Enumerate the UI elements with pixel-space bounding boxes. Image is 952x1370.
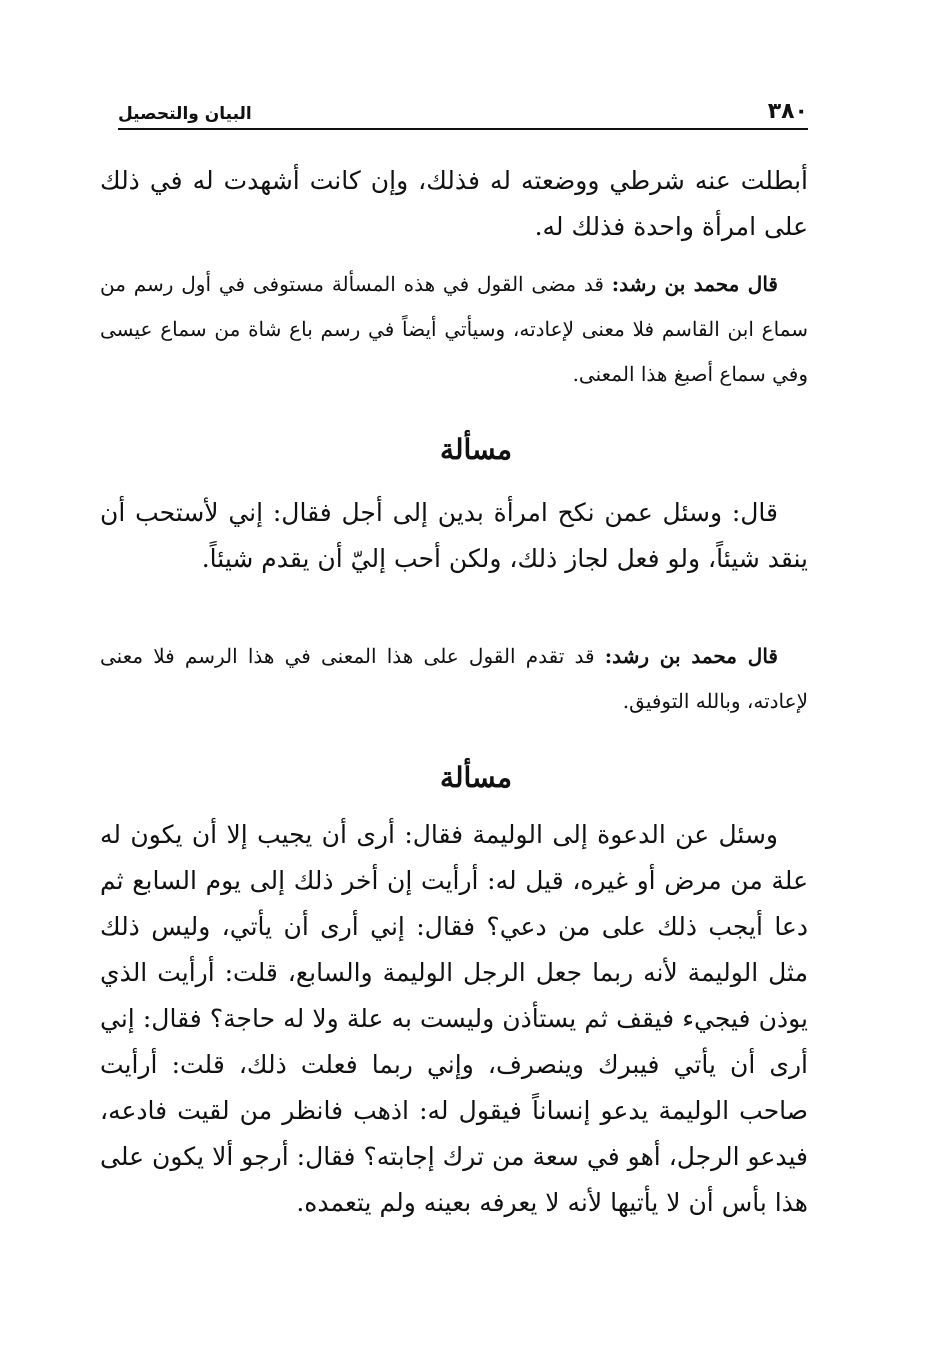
commentary-paragraph-2: [100, 634, 808, 724]
book-title: البيان والتحصيل: [118, 104, 252, 124]
commentator-label: قال محمد بن رشد:: [604, 644, 778, 668]
question-paragraph-1: قال: وسئل عمن نكح امرأة بدين إلى أجل فقال: إني لأستحب أن ينقد شيئاً، ولو فعل لجاز ذلك، ولكن أحب إليّ أن يقدم شيئاً.: [100, 498, 808, 573]
page-number: ٣٨٠: [767, 99, 808, 124]
commentary-text: قد مضى القول في هذه المسألة مستوفى في أول رسم من سماع ابن القاسم فلا معنى لإعادته، وسيأتي أيضاً في رسم باع شاة من سماع عيسى وفي سماع أصبغ هذا المعنى.: [100, 272, 808, 386]
section-heading: مسألة: [439, 761, 513, 794]
commentary-paragraph-1: [100, 262, 808, 397]
commentary-text: قد تقدم القول على هذا المعنى في هذا الرسم فلا معنى لإعادته، وبالله التوفيق.: [100, 644, 808, 713]
question-paragraph-2: وسئل عن الدعوة إلى الوليمة فقال: أرى أن يجيب إلا أن يكون له علة من مرض أو غيره، قيل له: أرأيت إن أخر ذلك إلى يوم السابع ثم دعا أيجب ذلك على من دعي؟ فقال: إني أرى أن يأتي، وليس ذلك مثل الوليمة لأنه ربما جعل الرجل الوليمة والسابع، قلت: أرأيت الذي يوذن فيجيء فيقف ثم يستأذن وليست به علة ولا له حاجة؟ فقال: إني أرى أن يأتي فيبرك وينصرف، وإني ربما فعلت ذلك، قلت: أرأيت صاحب الوليمة يدعو إنساناً فيقول له: اذهب فانظر من لقيت فادعه، فيدعو الرجل، أهو في سعة من ترك إجابته؟ فقال: أرجو ألا يكون على هذا بأس أن لا يأتيها لأنه لا يعرفه بعينه ولم يتعمده.: [100, 820, 808, 1217]
opening-paragraph: أبطلت عنه شرطي ووضعته له فذلك، وإن كانت أشهدت له في ذلك على امرأة واحدة فذلك له.: [100, 166, 808, 241]
section-heading: مسألة: [439, 433, 513, 466]
running-header: [118, 90, 808, 130]
commentator-label: قال محمد بن رشد:: [611, 272, 778, 296]
